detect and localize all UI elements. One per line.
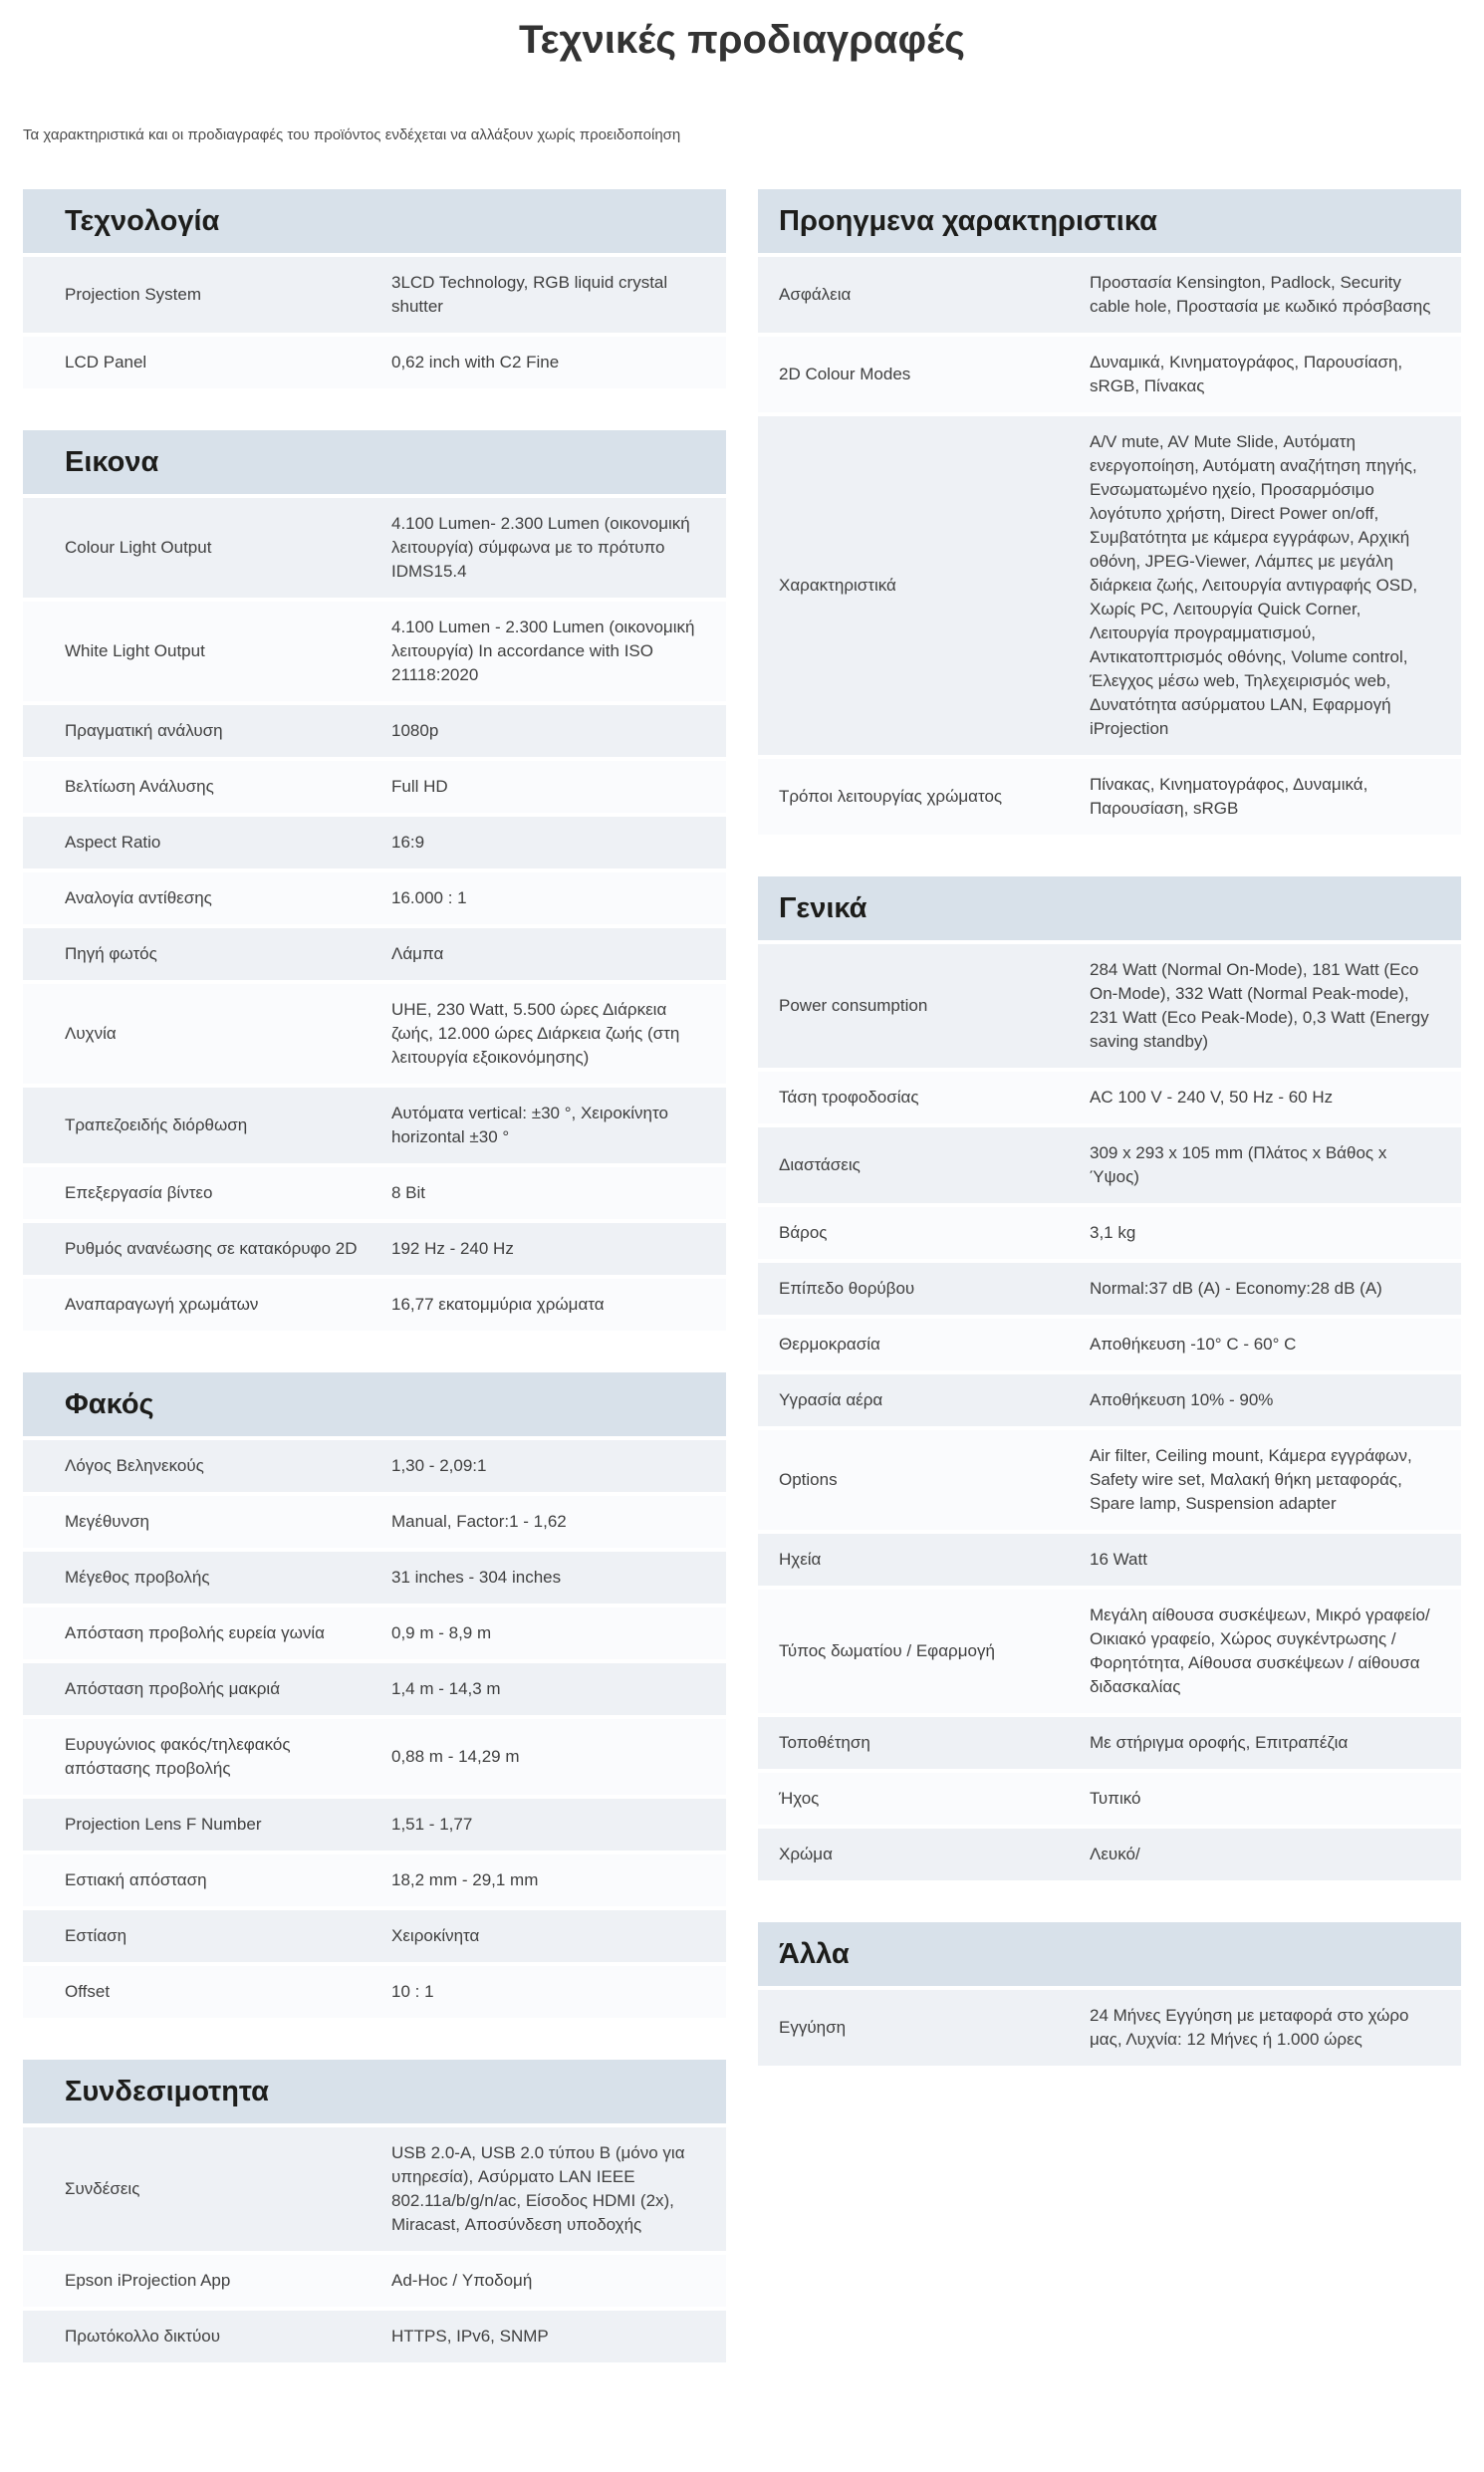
table-row: [758, 337, 1461, 412]
spec-value: Αποθήκευση -10° C - 60° C: [1090, 1335, 1297, 1354]
spec-value: Μεγάλη αίθουσα συσκέψεων, Μικρό γραφείο/Οικιακό γραφείο, Χώρος συγκέντρωσης / Φορητότητα, Αίθουσα συσκέψεων / αίθουσα διδασκαλίας: [1090, 1606, 1430, 1696]
spec-value: Προστασία Kensington, Padlock, Security cable hole, Προστασία με κωδικό πρόσβασης: [1090, 273, 1431, 316]
spec-section: [23, 189, 726, 388]
table-row: [758, 1207, 1461, 1259]
spec-value: Full HD: [391, 777, 448, 796]
spec-label: Μεγέθυνση: [65, 1512, 150, 1531]
spec-label: Ηχεία: [779, 1550, 822, 1569]
spec-value: Λευκό/: [1090, 1845, 1140, 1863]
table-row: [23, 1496, 726, 1548]
page-subtitle: Τα χαρακτηριστικά και οι προδιαγραφές του προϊόντος ενδέχεται να αλλάξουν χωρίς προειδοποίηση: [23, 126, 681, 143]
spec-label: Αναλογία αντίθεσης: [65, 888, 212, 907]
spec-label: Αναπαραγωγή χρωμάτων: [65, 1295, 259, 1314]
section-rows: [23, 2127, 726, 2362]
table-row: [23, 1279, 726, 1331]
table-row: [758, 1263, 1461, 1315]
section-title: Εικονα: [23, 430, 726, 494]
table-row: [23, 257, 726, 333]
spec-label: Offset: [65, 1982, 111, 2001]
table-row: [758, 1430, 1461, 1530]
table-row: [23, 1966, 726, 2018]
spec-value: Air filter, Ceiling mount, Κάμερα εγγράφων, Safety wire set, Μαλακή θήκη μεταφοράς, Spare lamp, Suspension adapter: [1090, 1446, 1412, 1513]
section-title: Προηγμενα χαρακτηριστικα: [758, 189, 1461, 253]
spec-section: [758, 876, 1461, 1880]
spec-value: 10 : 1: [391, 1982, 434, 2001]
spec-value: Τυπικό: [1090, 1789, 1141, 1808]
section-title: Συνδεσιμοτητα: [23, 2060, 726, 2123]
spec-value: Αυτόματα vertical: ±30 °, Χειροκίνητο horizontal ±30 °: [391, 1104, 668, 1146]
spec-value: 1080p: [391, 721, 439, 740]
spec-value: 0,9 m - 8,9 m: [391, 1623, 492, 1642]
table-row: [23, 498, 726, 598]
spec-label: Τραπεζοειδής διόρθωση: [65, 1115, 248, 1134]
spec-label: Υγρασία αέρα: [779, 1390, 883, 1409]
right-column: [758, 189, 1461, 2066]
spec-label: Projection System: [65, 285, 201, 304]
table-row: [23, 2255, 726, 2307]
spec-label: Πηγή φωτός: [65, 944, 157, 963]
spec-label: Εστιακή απόσταση: [65, 1870, 207, 1889]
spec-label: Ήχος: [779, 1789, 820, 1808]
spec-label: Χρώμα: [779, 1845, 833, 1863]
spec-value: 18,2 mm - 29,1 mm: [391, 1870, 539, 1889]
spec-label: Options: [779, 1470, 838, 1489]
spec-value: Με στήριγμα οροφής, Επιτραπέζια: [1090, 1733, 1349, 1752]
spec-value: 1,30 - 2,09:1: [391, 1456, 487, 1475]
spec-label: Τοποθέτηση: [779, 1733, 870, 1752]
spec-label: Τάση τροφοδοσίας: [779, 1088, 919, 1107]
spec-section: [23, 430, 726, 1331]
table-row: [758, 416, 1461, 755]
table-row: [23, 1854, 726, 1906]
section-title: Γενικά: [758, 876, 1461, 940]
spec-label: Τρόποι λειτουργίας χρώματος: [779, 787, 1003, 806]
table-row: [758, 1319, 1461, 1370]
spec-label: Χαρακτηριστικά: [779, 576, 896, 595]
table-row: [23, 984, 726, 1084]
spec-value: 0,88 m - 14,29 m: [391, 1747, 520, 1766]
section-rows: [23, 257, 726, 388]
table-row: [23, 2311, 726, 2362]
table-row: [23, 1440, 726, 1492]
spec-value: AC 100 V - 240 V, 50 Hz - 60 Hz: [1090, 1088, 1334, 1107]
spec-label: Colour Light Output: [65, 538, 212, 557]
section-title: Τεχνολογία: [23, 189, 726, 253]
spec-value: Normal:37 dB (A) - Economy:28 dB (A): [1090, 1279, 1382, 1298]
spec-value: USB 2.0-A, USB 2.0 τύπου B (μόνο για υπηρεσία), Ασύρματο LAN IEEE 802.11a/b/g/n/ac, Είσοδος HDMI (2x), Miracast, Αποσύνδεση υποδοχής: [391, 2143, 685, 2234]
spec-columns: [23, 189, 1461, 2362]
table-row: [758, 257, 1461, 333]
table-row: [23, 1167, 726, 1219]
spec-value: Αποθήκευση 10% - 90%: [1090, 1390, 1274, 1409]
spec-value: 1,4 m - 14,3 m: [391, 1679, 501, 1698]
spec-section: [758, 1922, 1461, 2066]
spec-label: Aspect Ratio: [65, 833, 161, 852]
spec-section: [23, 1372, 726, 2018]
table-row: [758, 1717, 1461, 1769]
table-row: [23, 817, 726, 868]
spec-value: UHE, 230 Watt, 5.500 ώρες Διάρκεια ζωής, 12.000 ώρες Διάρκεια ζωής (στη λειτουργία εξοικονόμησης): [391, 1000, 680, 1067]
spec-value: 3,1 kg: [1090, 1223, 1136, 1242]
section-title: Φακός: [23, 1372, 726, 1436]
spec-label: Επίπεδο θορύβου: [779, 1279, 915, 1298]
spec-value: 3LCD Technology, RGB liquid crystal shutter: [391, 273, 668, 316]
table-row: [758, 1127, 1461, 1203]
table-row: [758, 1773, 1461, 1825]
spec-label: Βάρος: [779, 1223, 828, 1242]
spec-section: [23, 2060, 726, 2362]
spec-value: 31 inches - 304 inches: [391, 1568, 562, 1587]
spec-value: Ad-Hoc / Υποδομή: [391, 2271, 533, 2290]
section-rows: [758, 944, 1461, 1880]
spec-label: Πραγματική ανάλυση: [65, 721, 223, 740]
spec-value: 4.100 Lumen- 2.300 Lumen (οικονομική λειτουργία) σύμφωνα με το πρότυπο IDMS15.4: [391, 514, 690, 581]
spec-value: A/V mute, AV Mute Slide, Αυτόματη ενεργοποίηση, Αυτόματη αναζήτηση πηγής, Ενσωματωμένο ηχείο, Προσαρμόσιμο λογότυπο χρήστη, Direct Power on/off, Συμβατότητα με κάμερα εγγράφων, Αρχική οθόνη, JPEG-Viewer, Λάμπες με μεγάλη διάρκεια ζωής, Λειτουργία αντιγραφής OSD, Χωρίς PC, Λειτουργία Quick Corner, Λειτουργία προγραμματισμού, Αντικατοπτρισμός οθόνης, Volume control, Έλεγχος μέσω web, Τηλεχειρισμός web, Δυνατότητα ασύρματου LAN, Εφαρμογή iProjection: [1090, 432, 1418, 738]
spec-label: Βελτίωση Ανάλυσης: [65, 777, 214, 796]
spec-value: 16.000 : 1: [391, 888, 467, 907]
section-rows: [23, 498, 726, 1331]
section-rows: [758, 257, 1461, 835]
table-row: [23, 337, 726, 388]
left-column: [23, 189, 726, 2362]
table-row: [23, 1223, 726, 1275]
table-row: [23, 1719, 726, 1795]
table-row: [23, 1607, 726, 1659]
spec-label: Επεξεργασία βίντεο: [65, 1183, 213, 1202]
table-row: [758, 1374, 1461, 1426]
table-row: [758, 1990, 1461, 2066]
spec-label: Απόσταση προβολής ευρεία γωνία: [65, 1623, 325, 1642]
table-row: [23, 872, 726, 924]
spec-label: Epson iProjection App: [65, 2271, 231, 2290]
spec-label: LCD Panel: [65, 353, 147, 371]
table-row: [23, 1910, 726, 1962]
spec-value: Manual, Factor:1 - 1,62: [391, 1512, 567, 1531]
table-row: [23, 705, 726, 757]
spec-label: Διαστάσεις: [779, 1155, 861, 1174]
table-row: [23, 1799, 726, 1851]
spec-label: Λόγος Βεληνεκούς: [65, 1456, 204, 1475]
spec-value: HTTPS, IPv6, SNMP: [391, 2327, 549, 2346]
table-row: [758, 944, 1461, 1068]
spec-value: 16,77 εκατομμύρια χρώματα: [391, 1295, 605, 1314]
table-row: [758, 1829, 1461, 1880]
table-row: [23, 602, 726, 701]
spec-label: 2D Colour Modes: [779, 365, 911, 383]
table-row: [758, 1590, 1461, 1713]
spec-value: 0,62 inch with C2 Fine: [391, 353, 560, 371]
spec-label: Συνδέσεις: [65, 2179, 140, 2198]
spec-value: 24 Μήνες Εγγύηση με μεταφορά στο χώρο μας, Λυχνία: 12 Μήνες ή 1.000 ώρες: [1090, 2006, 1409, 2049]
spec-value: Δυναμικά, Κινηματογράφος, Παρουσίαση, sRGB, Πίνακας: [1090, 353, 1403, 395]
spec-value: 1,51 - 1,77: [391, 1815, 473, 1834]
spec-label: Τύπος δωματίου / Εφαρμογή: [779, 1641, 995, 1660]
section-rows: [758, 1990, 1461, 2066]
spec-value: 16:9: [391, 833, 425, 852]
table-row: [23, 1663, 726, 1715]
spec-label: Πρωτόκολλο δικτύου: [65, 2327, 220, 2346]
table-row: [758, 1072, 1461, 1123]
spec-label: Λυχνία: [65, 1024, 117, 1043]
table-row: [758, 1534, 1461, 1586]
spec-value: 16 Watt: [1090, 1550, 1147, 1569]
table-row: [23, 928, 726, 980]
spec-label: Power consumption: [779, 996, 928, 1015]
spec-value: 309 x 293 x 105 mm (Πλάτος x Βάθος x Ύψος): [1090, 1143, 1387, 1186]
section-rows: [23, 1440, 726, 2018]
spec-label: Projection Lens F Number: [65, 1815, 262, 1834]
page-title: Τεχνικές προδιαγραφές: [519, 18, 965, 62]
spec-value: 4.100 Lumen - 2.300 Lumen (οικονομική λειτουργία) In accordance with ISO 21118:2020: [391, 618, 695, 684]
table-row: [23, 1088, 726, 1163]
spec-label: Εγγύηση: [779, 2018, 847, 2037]
table-row: [23, 761, 726, 813]
spec-label: Απόσταση προβολής μακριά: [65, 1679, 281, 1698]
spec-label: Ασφάλεια: [779, 285, 852, 304]
table-row: [758, 759, 1461, 835]
spec-value: 192 Hz - 240 Hz: [391, 1239, 514, 1258]
spec-value: Χειροκίνητα: [391, 1926, 480, 1945]
spec-label: Ρυθμός ανανέωσης σε κατακόρυφο 2D: [65, 1239, 358, 1258]
spec-value: 8 Bit: [391, 1183, 426, 1202]
spec-value: Πίνακας, Κινηματογράφος, Δυναμικά, Παρουσίαση, sRGB: [1090, 775, 1368, 818]
spec-label: Θερμοκρασία: [779, 1335, 880, 1354]
spec-label: Ευρυγώνιος φακός/τηλεφακός απόστασης προβολής: [65, 1735, 291, 1778]
spec-section: [758, 189, 1461, 835]
table-row: [23, 2127, 726, 2251]
table-row: [23, 1552, 726, 1604]
spec-value: Λάμπα: [391, 944, 444, 963]
spec-label: White Light Output: [65, 641, 205, 660]
spec-label: Μέγεθος προβολής: [65, 1568, 210, 1587]
spec-value: 284 Watt (Normal On-Mode), 181 Watt (Eco On-Mode), 332 Watt (Normal Peak-mode), 231 Watt (Eco Peak-Mode), 0,3 Watt (Energy saving standby): [1090, 960, 1429, 1051]
section-title: Άλλα: [758, 1922, 1461, 1986]
spec-label: Εστίαση: [65, 1926, 127, 1945]
